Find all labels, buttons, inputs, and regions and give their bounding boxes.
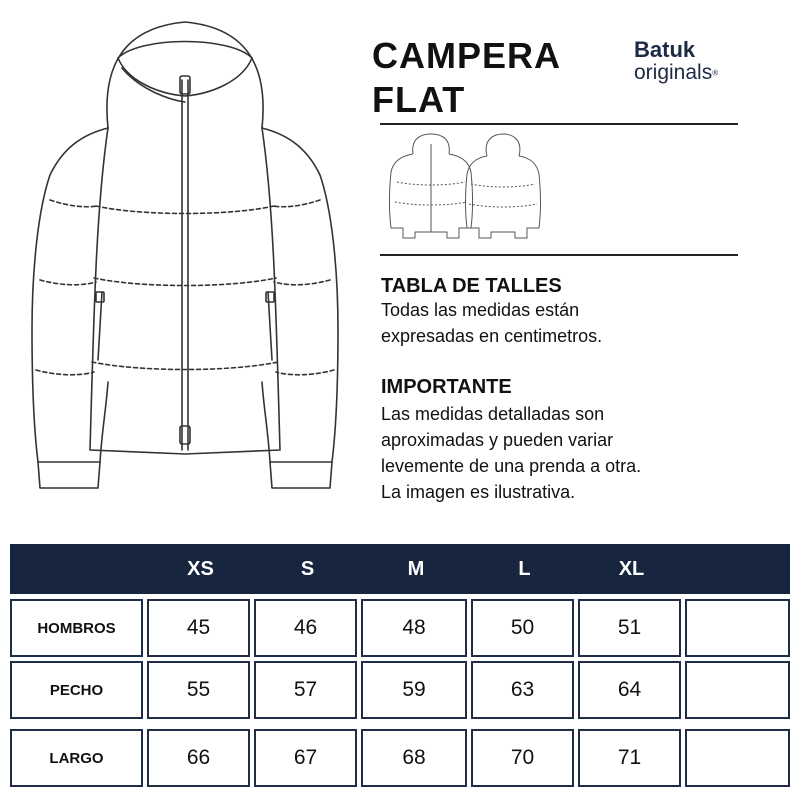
important-heading: IMPORTANTE bbox=[381, 376, 512, 398]
product-title-line2: FLAT bbox=[372, 79, 466, 120]
table-cell: 48 bbox=[361, 599, 467, 657]
table-cell: 66 bbox=[147, 729, 250, 787]
table-cell: 59 bbox=[361, 661, 467, 719]
table-cell: 57 bbox=[254, 661, 357, 719]
important-note-line3: levemente de una prenda a otra. bbox=[381, 456, 642, 476]
jacket-thumbnails bbox=[385, 132, 545, 244]
table-cell: 67 bbox=[254, 729, 357, 787]
important-note-line4: La imagen es ilustrativa. bbox=[381, 482, 576, 502]
divider-middle bbox=[380, 254, 738, 256]
table-row-hombros bbox=[10, 599, 790, 657]
important-note-line1: Las medidas detalladas son bbox=[381, 404, 605, 424]
table-cell: 46 bbox=[254, 599, 357, 657]
table-cell: 55 bbox=[147, 661, 250, 719]
size-table bbox=[10, 544, 790, 790]
size-header-m: M bbox=[407, 558, 425, 580]
table-cell: 64 bbox=[578, 661, 681, 719]
row-label: PECHO bbox=[10, 661, 143, 719]
row-label: LARGO bbox=[10, 729, 143, 787]
table-cell-empty bbox=[685, 661, 790, 719]
size-table-header bbox=[10, 544, 790, 594]
jacket-back-thumbnail-icon bbox=[466, 134, 541, 238]
jacket-front-thumbnail-icon bbox=[390, 134, 473, 238]
table-row-largo bbox=[10, 729, 790, 787]
size-header-xl: XL bbox=[618, 558, 645, 580]
table-cell: 50 bbox=[471, 599, 574, 657]
row-label: HOMBROS bbox=[10, 599, 143, 657]
table-cell-empty bbox=[685, 599, 790, 657]
important-note-line2: aproximadas y pueden variar bbox=[381, 430, 614, 450]
puffer-jacket-front-icon bbox=[10, 10, 360, 510]
brand-name-top: Batuk bbox=[634, 37, 696, 62]
divider-top bbox=[380, 123, 738, 125]
product-title bbox=[372, 34, 612, 122]
table-cell-empty bbox=[685, 729, 790, 787]
brand-logo bbox=[634, 38, 754, 84]
registered-mark: ® bbox=[712, 68, 719, 78]
size-table-note-line1: Todas las medidas están bbox=[381, 300, 580, 320]
table-cell: 70 bbox=[471, 729, 574, 787]
size-header-xs: XS bbox=[187, 558, 214, 580]
size-table-note bbox=[381, 297, 741, 349]
table-cell: 45 bbox=[147, 599, 250, 657]
size-header-l: L bbox=[518, 558, 531, 580]
size-header-s: S bbox=[300, 558, 315, 580]
table-cell: 71 bbox=[578, 729, 681, 787]
product-title-line1: CAMPERA bbox=[372, 35, 562, 76]
table-row-pecho bbox=[10, 661, 790, 719]
size-table-heading: TABLA DE TALLES bbox=[381, 275, 562, 297]
table-cell: 63 bbox=[471, 661, 574, 719]
brand-name-bottom-text: originals bbox=[634, 61, 713, 84]
table-cell: 68 bbox=[361, 729, 467, 787]
important-note bbox=[381, 401, 741, 505]
size-table-note-line2: expresadas en centimetros. bbox=[381, 326, 603, 346]
table-cell: 51 bbox=[578, 599, 681, 657]
brand-name-bottom bbox=[634, 62, 754, 84]
